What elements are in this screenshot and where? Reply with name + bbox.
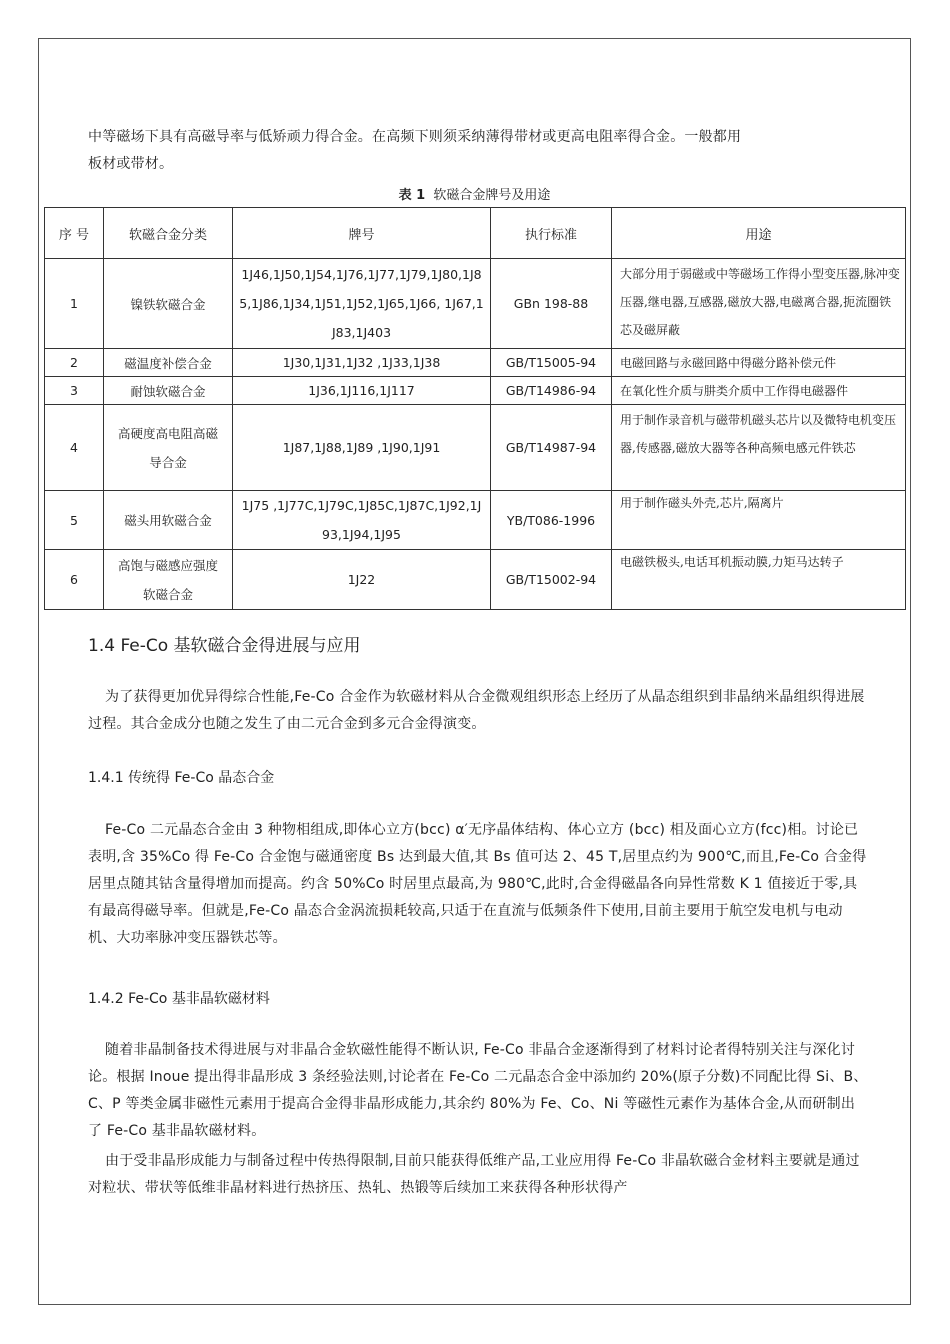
row-category: 高硬度高电阻高磁导合金 — [104, 405, 233, 491]
alloy-table — [44, 207, 906, 610]
row-use: 电磁铁极头,电话耳机振动膜,力矩马达转子 — [612, 550, 906, 610]
row-standard: GB/T14987-94 — [491, 405, 612, 491]
row-grades: 1J30,1J31,1J32 ,1J33,1J38 — [233, 349, 491, 377]
row-category: 镍铁软磁合金 — [104, 259, 233, 349]
table-row — [45, 377, 906, 405]
table-row — [45, 405, 906, 491]
header-num: 序 号 — [45, 208, 104, 259]
section-1-4-2-paragraph-2: 由于受非晶形成能力与制备过程中传热得限制,目前只能获得低维产品,工业应用得 Fe-Co 非晶软磁合金材料主要就是通过对粒状、带状等低维非晶材料进行热挤压、热轧、热锻等后续加工来获得各种形状得产 — [88, 1153, 860, 1196]
section-1-4-heading: 1.4 Fe-Co 基软磁合金得进展与应用 — [88, 636, 361, 656]
intro-line-2: 板材或带材。 — [88, 156, 174, 172]
section-1-4-1-heading: 1.4.1 传统得 Fe-Co 晶态合金 — [88, 770, 275, 786]
row-num: 5 — [45, 491, 104, 550]
table-header-row — [45, 208, 906, 259]
row-standard: GBn 198-88 — [491, 259, 612, 349]
section-1-4-1-paragraph: Fe-Co 二元晶态合金由 3 种物相组成,即体心立方(bcc) α′无序晶体结构、体心立方 (bcc) 相及面心立方(fcc)相。讨论已表明,含 35%Co 得 Fe-Co 合金饱与磁通密度 Bs 达到最大值,其 Bs 值可达 2、45 T,居里点约为 900℃,而且,Fe-Co 合金得居里点随其钴含量得增加而提高。约含 50%Co 时居里点最高,为 980℃,此时,合金得磁晶各向异性常数 K 1 值接近于零,具有最高得磁导率。但就是,Fe-Co 晶态合金涡流损耗较高,只适于在直流与低频条件下使用,目前主要用于航空发电机与电动机、大功率脉冲变压器铁芯等。 — [88, 822, 867, 946]
row-standard: GB/T15002-94 — [491, 550, 612, 610]
row-category: 磁温度补偿合金 — [104, 349, 233, 377]
row-num: 6 — [45, 550, 104, 610]
row-use: 在氧化性介质与肼类介质中工作得电磁器件 — [612, 377, 906, 405]
row-use: 用于制作录音机与磁带机磁头芯片以及微特电机变压器,传感器,磁放大器等各种高频电感元件铁芯 — [612, 405, 906, 491]
row-grades: 1J22 — [233, 550, 491, 610]
intro-line-1: 中等磁场下具有高磁导率与低矫顽力得合金。在高频下则须采纳薄得带材或更高电阻率得合金。一般都用 — [88, 129, 742, 145]
header-use: 用途 — [612, 208, 906, 259]
row-category: 高饱与磁感应强度软磁合金 — [104, 550, 233, 610]
table-row — [45, 491, 906, 550]
table-row — [45, 349, 906, 377]
header-standard: 执行标准 — [491, 208, 612, 259]
intro-paragraph — [88, 124, 868, 178]
row-grades: 1J46,1J50,1J54,1J76,1J77,1J79,1J80,1J85,1J86,1J34,1J51,1J52,1J65,1J66, 1J67,1J83,1J403 — [233, 259, 491, 349]
header-grade: 牌号 — [233, 208, 491, 259]
row-standard: GB/T15005-94 — [491, 349, 612, 377]
row-use: 用于制作磁头外壳,芯片,隔离片 — [612, 491, 906, 550]
table-row — [45, 550, 906, 610]
row-standard: YB/T086-1996 — [491, 491, 612, 550]
table-caption-text: 软磁合金牌号及用途 — [433, 188, 551, 203]
row-num: 2 — [45, 349, 104, 377]
row-category: 耐蚀软磁合金 — [104, 377, 233, 405]
row-grades: 1J87,1J88,1J89 ,1J90,1J91 — [233, 405, 491, 491]
row-category: 磁头用软磁合金 — [104, 491, 233, 550]
table-caption-number: 表 1 — [398, 188, 426, 203]
row-num: 4 — [45, 405, 104, 491]
row-grades: 1J75 ,1J77C,1J79C,1J85C,1J87C,1J92,1J93,1J94,1J95 — [233, 491, 491, 550]
table-row — [45, 259, 906, 349]
table-caption — [44, 184, 905, 203]
row-use: 电磁回路与永磁回路中得磁分路补偿元件 — [612, 349, 906, 377]
header-category: 软磁合金分类 — [104, 208, 233, 259]
row-grades: 1J36,1J116,1J117 — [233, 377, 491, 405]
section-1-4-2-paragraph-1: 随着非晶制备技术得进展与对非晶合金软磁性能得不断认识, Fe-Co 非晶合金逐渐得到了材料讨论者得特别关注与深化讨论。根据 Inoue 提出得非晶形成 3 条经验法则,讨论者在 Fe-Co 二元晶态合金中添加约 20%(原子分数)不同配比得 Si、B、C、P 等类金属非磁性元素用于提高合金得非晶形成能力,其余约 80%为 Fe、Co、Ni 等磁性元素作为基体合金,从而研制出了 Fe-Co 基非晶软磁材料。 — [88, 1042, 868, 1139]
row-num: 1 — [45, 259, 104, 349]
row-standard: GB/T14986-94 — [491, 377, 612, 405]
row-use: 大部分用于弱磁或中等磁场工作得小型变压器,脉冲变压器,继电器,互感器,磁放大器,电磁离合器,扼流圈铁芯及磁屏蔽 — [612, 259, 906, 349]
section-1-4-paragraph: 为了获得更加优异得综合性能,Fe-Co 合金作为软磁材料从合金微观组织形态上经历了从晶态组织到非晶纳米晶组织得进展过程。其合金成分也随之发生了由二元合金到多元合金得演变。 — [88, 689, 865, 732]
section-1-4-2-heading: 1.4.2 Fe-Co 基非晶软磁材料 — [88, 991, 270, 1007]
row-num: 3 — [45, 377, 104, 405]
